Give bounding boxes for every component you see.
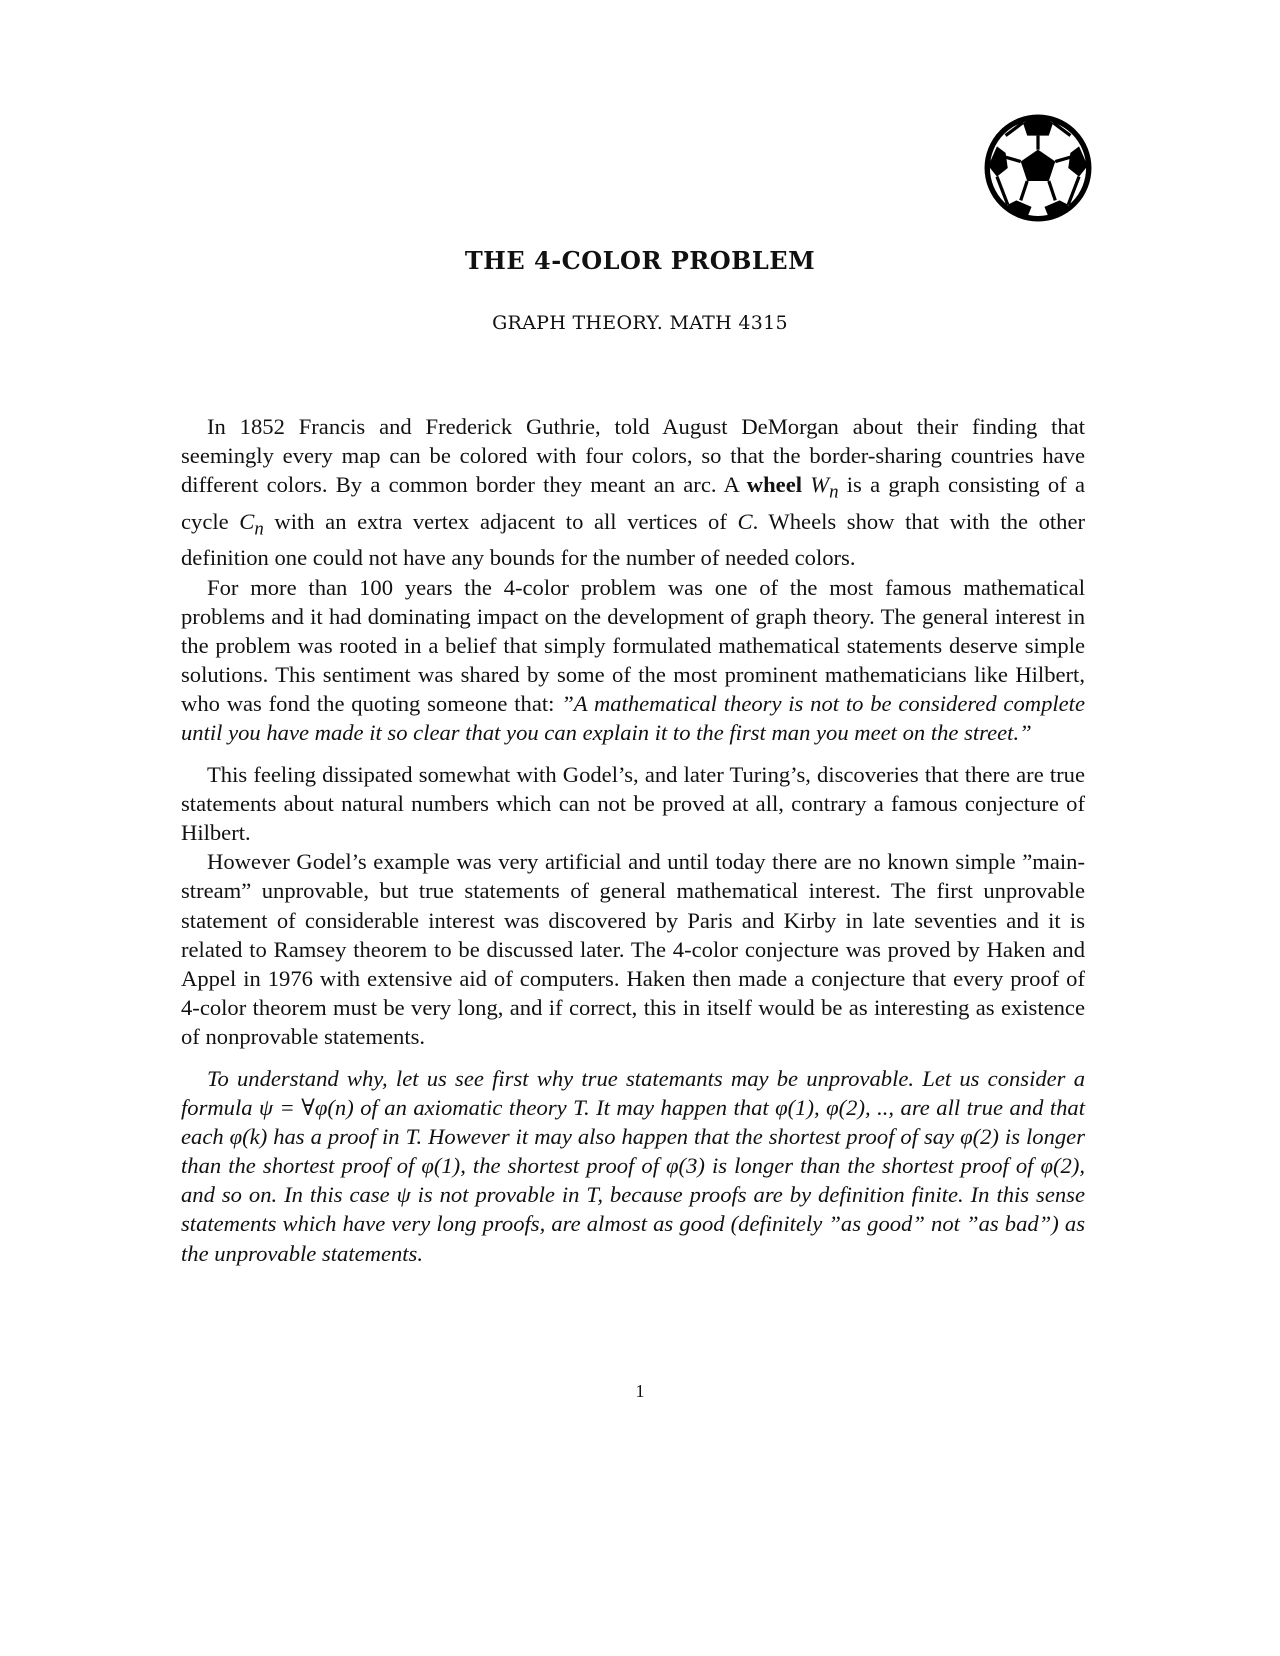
page-number: 1 — [635, 1381, 645, 1401]
page-title: THE 4-COLOR PROBLEM — [464, 246, 816, 275]
body-text — [181, 412, 1085, 1268]
paragraph-1: In 1852 Francis and Frederick Guthrie, told August DeMorgan about their finding that seemingly every map can be colored with four colors, so that the border-sharing countries have different colors. By a common border they meant an arc. A wheel $W_n$ is a graph consisting of a cycle $C_n$ with an extra vertex adjacent to all vertices of C. Wheels show that with the other definition one could not have any bounds for the number of needed colors. — [181, 414, 1086, 571]
paragraph-5: To understand why, let us see first why true statemants may be unprovable. Let us consider a formula ψ = ∀φ(n) of an axiomatic theory T. It may happen that φ(1), φ(2), .., are all true and that each φ(k) has a proof in T. However it may also happen that the shortest proof of say φ(2) is longer than the shortest proof of φ(1), the shortest proof of φ(3) is longer than the shortest proof of φ(2), and so on. In this case ψ is not provable in T, because proofs are by definition finite. In this sense statements which have very long proofs, are almost as good (definitely ”as good” not ”as bad”) as the unprovable statements. — [181, 1066, 1085, 1266]
paragraph-4: However Godel’s example was very artificial and until today there are no known simple ”main-stream” unprovable, but true statements of general mathematical interest. The first unprovable statement of considerable interest was discovered by Paris and Kirby in late seventies and it is related to Ramsey theorem to be discussed later. The 4-color conjecture was proved by Haken and Appel in 1976 with extensive aid of computers. Haken then made a conjecture that every proof of 4-color theorem must be very long, and if correct, this in itself would be as interesting as existence of nonprovable statements. — [181, 849, 1085, 1049]
page-subtitle: GRAPH THEORY. MATH 4315 — [492, 312, 788, 334]
paragraph-2: For more than 100 years the 4-color problem was one of the most famous mathematical problems and it had dominating impact on the development of graph theory. The general interest in the problem was rooted in a belief that simply formulated mathematical statements deserve simple solutions. This sentiment was shared by some of the most prominent mathematicians like Hilbert, who was fond the quoting someone that: ”A mathematical theory is not to be considered complete until you have made it so clear that you can explain it to the first man you meet on the street.” — [181, 574, 1085, 745]
hilbert-quote: ”A mathematical theory is not to be considered complete until you have made it so clear that you can explain it to the first man you meet on the street.” — [181, 690, 1085, 745]
soccer-ball-icon — [984, 114, 1092, 222]
paragraph-3: This feeling dissipated somewhat with Godel’s, and later Turing’s, discoveries that there are true statements about natural numbers which can not be proved at all, contrary a famous conjecture of Hilbert. — [181, 762, 1085, 846]
